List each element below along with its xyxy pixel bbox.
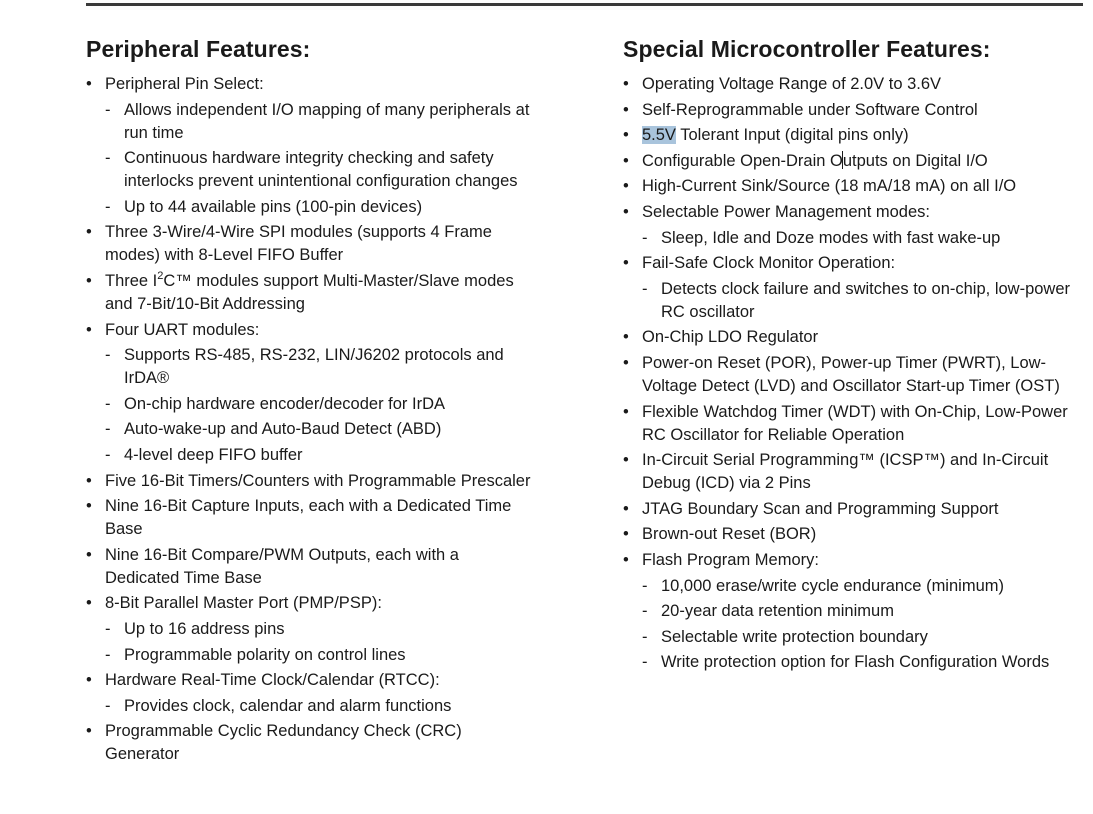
feature-sublist [642,278,1083,324]
feature-subitem: - Selectable write protection boundary [642,626,1083,649]
feature-item: • Three 3-Wire/4-Wire SPI modules (supports 4 Frame modes) with 8-Level FIFO Buffer [86,221,536,267]
selected-text-highlight[interactable]: 5.5V [642,126,676,145]
feature-sublist [105,344,536,467]
feature-item: • In-Circuit Serial Programming™ (ICSP™) and In-Circuit Debug (ICD) via 2 Pins [623,449,1083,495]
feature-item: • Selectable Power Management modes: - Sleep, Idle and Doze modes with fast wake-up [623,201,1083,250]
feature-subitem: - Write protection option for Flash Configuration Words [642,651,1083,674]
feature-sublist [105,618,536,667]
feature-sublist [642,227,1083,250]
feature-item: • Programmable Cyclic Redundancy Check (CRC) Generator [86,720,536,766]
feature-item: • Five 16-Bit Timers/Counters with Programmable Prescaler [86,470,536,493]
feature-item: • Operating Voltage Range of 2.0V to 3.6V [623,73,1083,96]
feature-item-i2c: • Three $I^2C™$ modules support Multi-Master/Slave modes and 7-Bit/10-Bit Addressing [86,270,536,316]
section-heading-special: Special Microcontroller Features: [623,36,991,62]
feature-subitem: - 4-level deep FIFO buffer [105,444,536,467]
feature-item-open-drain[interactable]: • Configurable Open-Drain Outputs on Digital I/O [623,150,1083,173]
feature-item: • Peripheral Pin Select: - Allows independent I/O mapping of many peripherals at run time - Continuous hardware integrity checking and safety interlocks prevent unintentional configuration changes - Up to 44 available pins (100-pin devices) [86,73,536,219]
feature-item: • On-Chip LDO Regulator [623,326,1083,349]
top-rule [86,3,1083,6]
feature-item: • Self-Reprogrammable under Software Control [623,99,1083,122]
feature-subitem: - Allows independent I/O mapping of many peripherals at run time [105,99,536,145]
feature-item: • Nine 16-Bit Compare/PWM Outputs, each with a Dedicated Time Base [86,544,536,590]
special-feature-list [623,73,1083,674]
feature-item: • Flexible Watchdog Timer (WDT) with On-Chip, Low-Power RC Oscillator for Reliable Operation [623,401,1083,447]
feature-subitem: - 10,000 erase/write cycle endurance (minimum) [642,575,1083,598]
feature-item: • Brown-out Reset (BOR) [623,523,1083,546]
feature-subitem: - 20-year data retention minimum [642,600,1083,623]
feature-sublist [642,575,1083,675]
feature-item: • Fail-Safe Clock Monitor Operation: - Detects clock failure and switches to on-chip, low-power RC oscillator [623,252,1083,324]
feature-subitem: - Continuous hardware integrity checking and safety interlocks prevent unintentional configuration changes [105,147,536,193]
feature-item: • Hardware Real-Time Clock/Calendar (RTCC): - Provides clock, calendar and alarm functions [86,669,536,718]
feature-subitem: - Supports RS-485, RS-232, LIN/J6202 protocols and IrDA® [105,344,536,390]
special-features-column [623,36,1083,677]
feature-sublist [105,695,536,718]
peripheral-features-column [86,36,536,769]
feature-subitem: - Auto-wake-up and Auto-Baud Detect (ABD) [105,418,536,441]
feature-subitem: - Provides clock, calendar and alarm functions [105,695,536,718]
feature-subitem: - Programmable polarity on control lines [105,644,536,667]
feature-subitem: - Detects clock failure and switches to on-chip, low-power RC oscillator [642,278,1083,324]
feature-item: • JTAG Boundary Scan and Programming Support [623,498,1083,521]
feature-subitem: - Up to 44 available pins (100-pin devices) [105,196,536,219]
feature-item: • Nine 16-Bit Capture Inputs, each with a Dedicated Time Base [86,495,536,541]
feature-item: • Power-on Reset (POR), Power-up Timer (PWRT), Low-Voltage Detect (LVD) and Oscillator Start-up Timer (OST) [623,352,1083,398]
feature-sublist [105,99,536,219]
feature-item: • 8-Bit Parallel Master Port (PMP/PSP): - Up to 16 address pins - Programmable polarity on control lines [86,592,536,666]
feature-item: • High-Current Sink/Source (18 mA/18 mA) on all I/O [623,175,1083,198]
feature-subitem: - Sleep, Idle and Doze modes with fast wake-up [642,227,1083,250]
peripheral-feature-list [86,73,536,766]
feature-subitem: - On-chip hardware encoder/decoder for IrDA [105,393,536,416]
feature-subitem: - Up to 16 address pins [105,618,536,641]
feature-item: • Four UART modules: - Supports RS-485, RS-232, LIN/J6202 protocols and IrDA® - On-chip hardware encoder/decoder for IrDA - Auto-wake-up and Auto-Baud Detect (ABD) - 4-level deep FIFO buffer [86,319,536,467]
feature-item-tolerant-input[interactable]: • 5.5V Tolerant Input (digital pins only) [623,124,1083,147]
section-heading-peripheral: Peripheral Features: [86,36,311,62]
feature-item: • Flash Program Memory: - 10,000 erase/write cycle endurance (minimum) - 20-year data retention minimum - Selectable write protection boundary - Write protection option for Flash Configuration Words [623,549,1083,674]
